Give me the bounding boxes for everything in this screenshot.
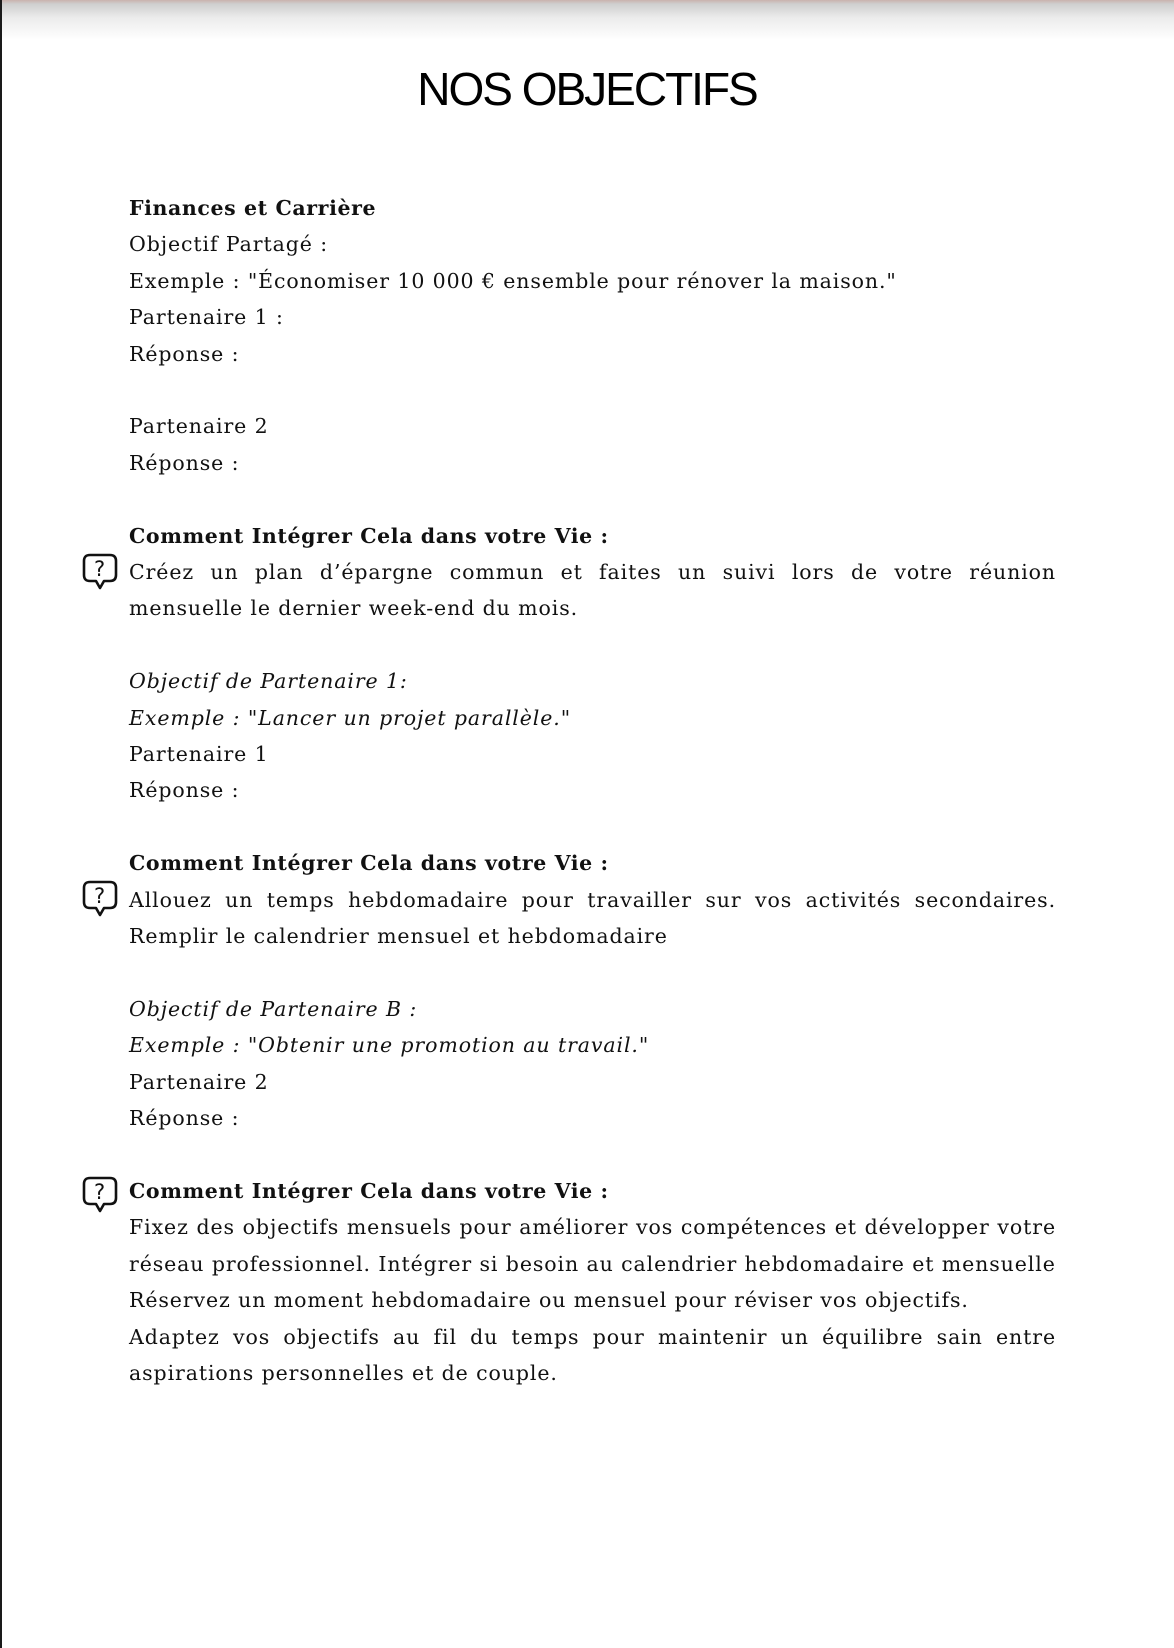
tip-text: Réservez un moment hebdomadaire ou mensuel pour réviser vos objectifs.: [129, 1288, 969, 1313]
partner-a-goal-example: Exemple : "Lancer un projet parallèle.": [129, 705, 572, 730]
document-body: [93, 190, 1056, 1391]
tip-heading: Comment Intégrer Cela dans votre Vie :: [129, 851, 609, 876]
section-heading: Finances et Carrière: [129, 196, 377, 220]
tip-block-partner-a: [93, 845, 1056, 954]
tip-text: Fixez des objectifs mensuels pour améliorer vos compétences et développer votre réseau professionnel. Intégrer si besoin au calendrier hebdomadaire et mensuelle: [129, 1215, 1056, 1276]
shared-partner2-answer[interactable]: Réponse :: [129, 450, 240, 475]
page-left-edge: [0, 0, 2, 1648]
partner-a-label: Partenaire 1: [129, 742, 269, 767]
partner-b-label: Partenaire 2: [129, 1069, 269, 1094]
question-speech-bubble-icon: [81, 879, 119, 919]
tip-heading: Comment Intégrer Cela dans votre Vie :: [129, 523, 609, 548]
tip-block-partner-b: [93, 1173, 1056, 1391]
page-title: NOS OBJECTIFS: [417, 63, 757, 115]
tip-block-shared: [93, 518, 1056, 627]
partner-a-goal-label: Objectif de Partenaire 1:: [129, 669, 408, 694]
shared-goal-example: Exemple : "Économiser 10 000 € ensemble pour rénover la maison.": [129, 268, 897, 293]
partner-b-answer[interactable]: Réponse :: [129, 1106, 240, 1131]
tip-text: Allouez un temps hebdomadaire pour travailler sur vos activités secondaires. Remplir le calendrier mensuel et hebdomadaire: [129, 887, 1056, 949]
tip-text: Créez un plan d’épargne commun et faites un suivi lors de votre réunion mensuelle le dernier week-end du mois.: [129, 560, 1056, 621]
partner-b-goal-label: Objectif de Partenaire B :: [129, 996, 418, 1021]
question-speech-bubble-icon: [81, 1175, 119, 1215]
shared-partner1-label: Partenaire 1 :: [129, 305, 284, 330]
tip-heading: Comment Intégrer Cela dans votre Vie :: [129, 1178, 609, 1203]
shared-partner2-label: Partenaire 2: [129, 414, 269, 439]
partner-b-goal-example: Exemple : "Obtenir une promotion au travail.": [129, 1033, 650, 1058]
question-speech-bubble-icon: [81, 552, 119, 592]
shared-partner1-answer[interactable]: Réponse :: [129, 341, 240, 366]
svg-text:?: ?: [93, 884, 107, 909]
page-top-shadow: [0, 0, 1174, 40]
shared-goal-label: Objectif Partagé :: [129, 232, 329, 257]
svg-text:?: ?: [93, 1179, 107, 1204]
tip-text: Adaptez vos objectifs au fil du temps pour maintenir un équilibre sain entre aspirations personnelles et de couple.: [129, 1324, 1056, 1385]
svg-text:?: ?: [93, 556, 107, 581]
partner-a-answer[interactable]: Réponse :: [129, 778, 240, 803]
